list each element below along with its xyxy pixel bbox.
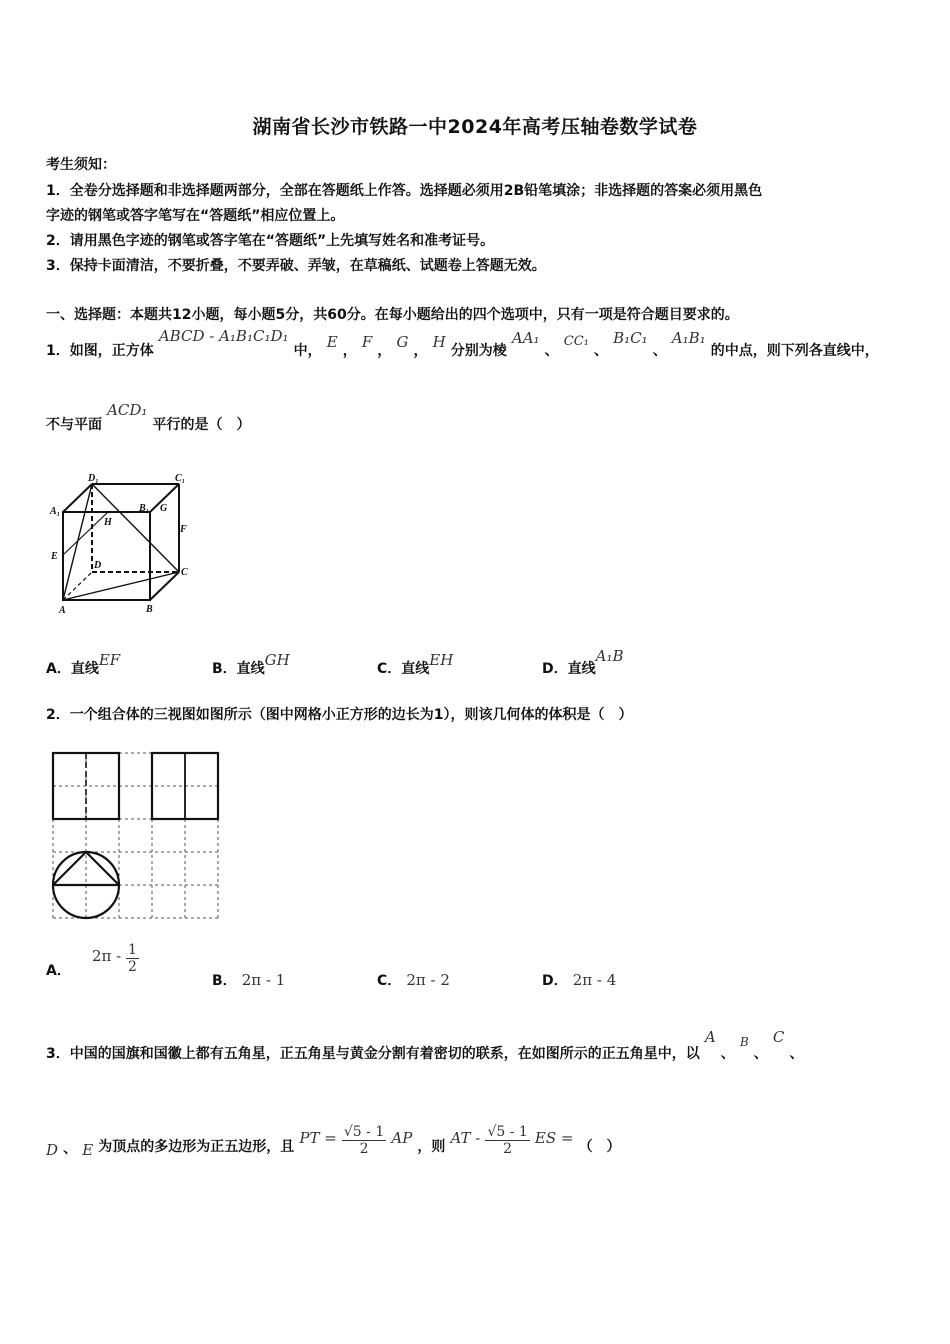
q3-pt-eq: PT = — [299, 1129, 337, 1147]
q2-option-c-math: 2π - 2 — [406, 971, 450, 989]
q3-sep-1: 、 — [720, 1046, 735, 1062]
notice-line-1b: 字迹的钢笔或答字笔写在“答题纸”相应位置上。 — [46, 208, 345, 224]
q2-option-b-math: 2π - 1 — [241, 971, 286, 989]
q1-option-c[interactable] — [377, 650, 454, 677]
q1-option-a-math: EF — [98, 651, 121, 669]
q2-option-a-label: A． — [46, 963, 71, 979]
q2-option-b-label: B． — [212, 973, 237, 989]
q1-point-h: H — [432, 333, 446, 351]
three-view-figure — [50, 750, 220, 922]
q3-fraction-1-denominator: 2 — [359, 1141, 369, 1157]
q2-option-a-denominator: 2 — [127, 959, 137, 975]
q1-option-b[interactable] — [212, 650, 290, 677]
label-d1: D₁ — [88, 473, 99, 484]
question-1-line-1 — [46, 326, 879, 359]
q2-option-c-label: C． — [377, 973, 402, 989]
label-c: C — [181, 567, 188, 578]
q3-line1-text: 3．中国的国旗和国徽上都有五角星，正五角星与黄金分割有着密切的联系，在如图所示的正五角星中，以 — [46, 1046, 700, 1062]
label-h: H — [104, 517, 112, 528]
q2-option-d-math: 2π - 4 — [572, 971, 617, 989]
q3-answer-blank: （ ） — [578, 1139, 621, 1155]
question-3-line-1 — [46, 1027, 804, 1062]
line-eh — [63, 512, 108, 555]
label-b1: B₁ — [139, 503, 150, 514]
q1-mid: 中， — [293, 343, 322, 359]
q1-option-a[interactable] — [46, 650, 121, 677]
q3-sep-2: 、 — [753, 1046, 768, 1062]
q1-comma-1: ， — [342, 343, 357, 359]
q1-edge-1: AA₁ — [511, 329, 540, 347]
q3-point-d: D — [46, 1141, 59, 1159]
q1-option-b-math: GH — [264, 651, 290, 669]
q1-sep-3: 、 — [652, 343, 667, 359]
q1-point-f: F — [361, 333, 373, 351]
q3-ap: AP — [391, 1129, 413, 1147]
q3-point-b: B — [739, 1035, 749, 1049]
section-heading: 一、选择题：本题共12小题，每小题5分，共60分。在每小题给出的四个选项中，只有一项是符合题目要求的。 — [46, 307, 739, 323]
q3-at: AT - — [450, 1129, 481, 1147]
label-f: F — [180, 524, 187, 535]
q3-fraction-2-numerator: √5 - 1 — [487, 1124, 528, 1140]
q1-point-e: E — [326, 333, 338, 351]
label-g: G — [160, 503, 168, 514]
label-c1: C₁ — [175, 473, 186, 484]
q1-line2-prefix: 不与平面 — [46, 417, 102, 433]
line-ac — [63, 572, 179, 600]
q2-option-a-numerator: 1 — [127, 942, 137, 958]
notice-line-1: 1．全卷分选择题和非选择题两部分，全部在答题纸上作答。选择题必须用2B铅笔填涂；非选择题的答案必须用黑色 — [46, 183, 763, 199]
q1-edge-4: A₁B₁ — [671, 329, 706, 347]
q3-point-c: C — [772, 1028, 785, 1046]
q2-option-a-math: 2π - — [91, 947, 126, 965]
q1-line2-suffix: 平行的是（ ） — [152, 417, 251, 433]
label-b: B — [146, 604, 153, 615]
q1-suffix: 的中点，则下列各直线中， — [710, 343, 879, 359]
q1-option-d[interactable] — [542, 646, 624, 677]
label-a1: A₁ — [50, 506, 61, 517]
q1-comma-2: ， — [377, 343, 392, 359]
q3-ze: ，则 — [417, 1139, 446, 1155]
q3-fraction-2-denominator: 2 — [503, 1141, 513, 1157]
question-2-text: 2．一个组合体的三视图如图所示（图中网格小正方形的边长为1），则该几何体的体积是（ ） — [46, 707, 633, 723]
q3-fraction-1-numerator: √5 - 1 — [343, 1124, 385, 1140]
q3-line2-text: 为顶点的多边形为正五边形，且 — [98, 1139, 295, 1155]
label-a: A — [59, 605, 66, 616]
q1-edges-label: 分别为棱 — [450, 343, 507, 359]
q1-comma-3: ， — [413, 343, 428, 359]
q1-option-b-label: B．直线 — [212, 661, 265, 677]
q3-sep-3: 、 — [789, 1046, 804, 1062]
q1-edge-3: B₁C₁ — [613, 329, 648, 347]
question-3-line-2 — [46, 1118, 621, 1159]
label-e: E — [51, 551, 58, 562]
notice-line-3: 3．保持卡面清洁，不要折叠，不要弄破、弄皱，在草稿纸、试题卷上答题无效。 — [46, 258, 546, 274]
q1-option-c-math: EH — [429, 651, 454, 669]
q1-cube-math: ABCD - A₁B₁C₁D₁ — [158, 327, 289, 345]
q3-fraction-2 — [485, 1124, 529, 1157]
q2-option-c[interactable] — [377, 970, 450, 990]
q1-option-a-label: A．直线 — [46, 661, 99, 677]
q3-es: ES = — [534, 1129, 574, 1147]
q3-fraction-1 — [342, 1124, 386, 1157]
q2-option-d[interactable] — [542, 970, 616, 990]
question-1-line-2 — [46, 400, 251, 433]
q3-sep-4: 、 — [63, 1141, 78, 1157]
notice-heading: 考生须知： — [46, 157, 116, 173]
q3-point-a: A — [704, 1028, 716, 1046]
q2-option-a-fraction — [126, 942, 139, 975]
page-title: 湖南省长沙市铁路一中2024年高考压轴卷数学试卷 — [252, 116, 698, 138]
cube-figure — [46, 470, 196, 620]
q1-option-d-math: A₁B — [595, 647, 624, 665]
q2-option-d-label: D． — [542, 973, 568, 989]
q2-option-a[interactable] — [46, 942, 139, 979]
q1-option-c-label: C．直线 — [377, 661, 430, 677]
q1-sep-2: 、 — [593, 343, 608, 359]
q1-edge-2: CC₁ — [563, 334, 589, 349]
q1-prefix: 1．如图，正方体 — [46, 343, 154, 359]
label-d: D — [94, 560, 102, 571]
notice-line-2: 2．请用黑色字迹的钢笔或答字笔在“答题纸”上先填写姓名和准考证号。 — [46, 233, 495, 249]
q3-point-e: E — [82, 1141, 94, 1159]
line-ad1 — [63, 484, 92, 600]
q1-point-g: G — [396, 333, 409, 351]
q1-sep-1: 、 — [544, 343, 559, 359]
cube-edge-a1d1 — [63, 484, 92, 512]
q1-plane-math: ACD₁ — [107, 401, 148, 419]
q2-option-b[interactable] — [212, 970, 285, 990]
q1-option-d-label: D．直线 — [542, 661, 596, 677]
